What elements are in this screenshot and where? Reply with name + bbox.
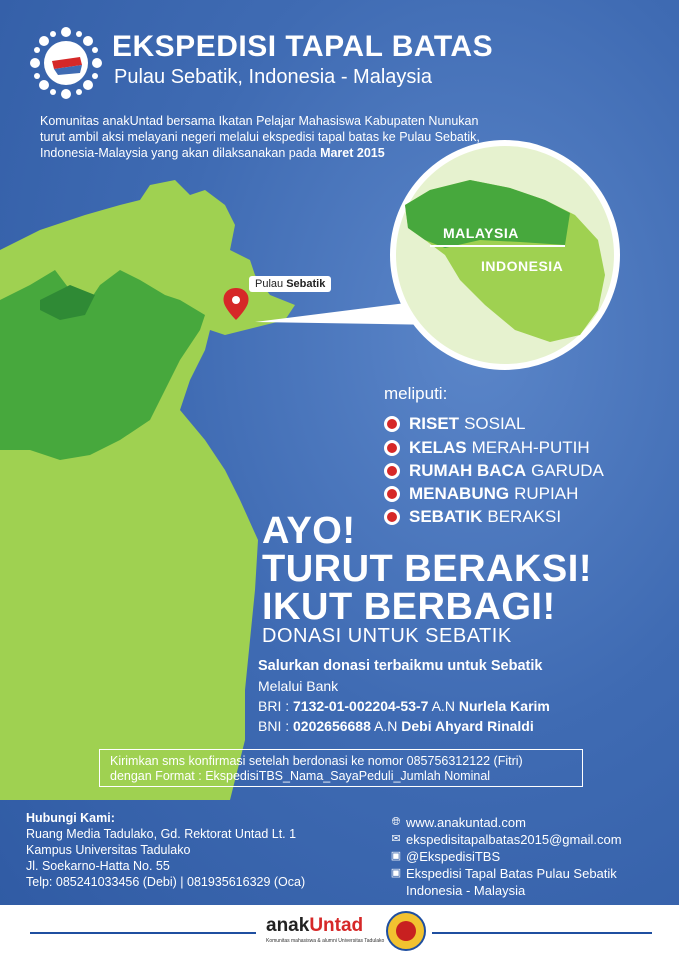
program-item: KELAS MERAH-PUTIH [384, 438, 590, 458]
facebook-link[interactable]: Ekspedisi Tapal Batas Pulau Sebatik Indonesia - Malaysia [406, 866, 617, 898]
sms-line-1: Kirimkan sms konfirmasi setelah berdonasi ke nomor 085756312122 (Fitri) [110, 754, 523, 768]
twitter-link[interactable]: @EkspedisiTBS [406, 849, 501, 864]
contact-heading: Hubungi Kami: [26, 811, 115, 825]
brand-subtitle: Komunitas mahasiswa & alumni Universitas Tadulako [266, 938, 385, 944]
bank-account-bni: BNI : 0202656688 A.N Debi Ahyard Rinaldi [258, 718, 534, 734]
program-item: SEBATIK BERAKSI [384, 507, 561, 527]
program-heading: meliputi: [384, 384, 448, 403]
donation-subheading: DONASI UNTUK SEBATIK [262, 625, 512, 647]
bullet-icon [384, 463, 400, 479]
donation-via: Melalui Bank [258, 678, 339, 694]
poster-title: EKSPEDISI TAPAL BATAS [112, 30, 494, 63]
poster-subtitle: Pulau Sebatik, Indonesia - Malaysia [114, 66, 432, 88]
borneo-land [0, 180, 295, 800]
intro-text: Komunitas anakUntad bersama Ikatan Pelajar Mahasiswa Kabupaten Nunukan turut ambil aksi melayani negeri melalui ekspedisi tapal batas ke Pulau Sebatik, Indonesia-Malaysia yang akan dilaksanakan pada Maret 2015 [40, 114, 480, 160]
website-link[interactable]: www.anakuntad.com [406, 815, 526, 830]
bullet-icon [384, 486, 400, 502]
facebook-icon: ▣ [390, 867, 402, 879]
program-item: MENABUNG RUPIAH [384, 484, 578, 504]
address-line: Ruang Media Tadulako, Gd. Rektorat Untad Lt. 1 [26, 827, 297, 841]
call-line-3: IKUT BERBAGI! [262, 586, 556, 628]
donation-heading: Salurkan donasi terbaikmu untuk Sebatik [258, 658, 543, 674]
footer-divider [30, 932, 256, 934]
bank-account-bri: BRI : 7132-01-002204-53-7 A.N Nurlela Karim [258, 698, 550, 714]
bullet-icon [384, 509, 400, 525]
footer [0, 905, 679, 960]
pin-label: Pulau Sebatik [249, 276, 331, 292]
contact-links [390, 814, 675, 899]
program-item: RISET SOSIAL [384, 414, 525, 434]
bullet-icon [384, 440, 400, 456]
map-label-malaysia: MALAYSIA [443, 225, 519, 241]
address-line: Kampus Universitas Tadulako [26, 843, 191, 857]
map-label-indonesia: INDONESIA [481, 258, 564, 274]
call-line-2: TURUT BERAKSI! [262, 548, 592, 590]
address-line: Jl. Soekarno-Hatta No. 55 [26, 859, 170, 873]
twitter-icon: ▣ [390, 850, 402, 862]
sms-confirmation-box [99, 749, 583, 787]
contact-address [26, 810, 386, 890]
call-line-1: AYO! [262, 510, 356, 552]
globe-icon: 🌐︎ [391, 816, 401, 828]
program-item: RUMAH BACA GARUDA [384, 461, 604, 481]
logo-icon [28, 25, 104, 101]
brand-logo: anakUntad [266, 915, 364, 936]
phone-line: Telp: 085241033456 (Debi) | 081935616329 (Oca) [26, 875, 306, 889]
email-link[interactable]: ekspedisitapalbatas2015@gmail.com [406, 832, 622, 847]
bullet-icon [384, 416, 400, 432]
mail-icon: ✉ [391, 833, 401, 845]
footer-divider [432, 932, 652, 934]
seal-icon [386, 911, 426, 951]
sms-line-2: dengan Format : EkspedisiTBS_Nama_SayaPeduli_Jumlah Nominal [110, 769, 491, 783]
